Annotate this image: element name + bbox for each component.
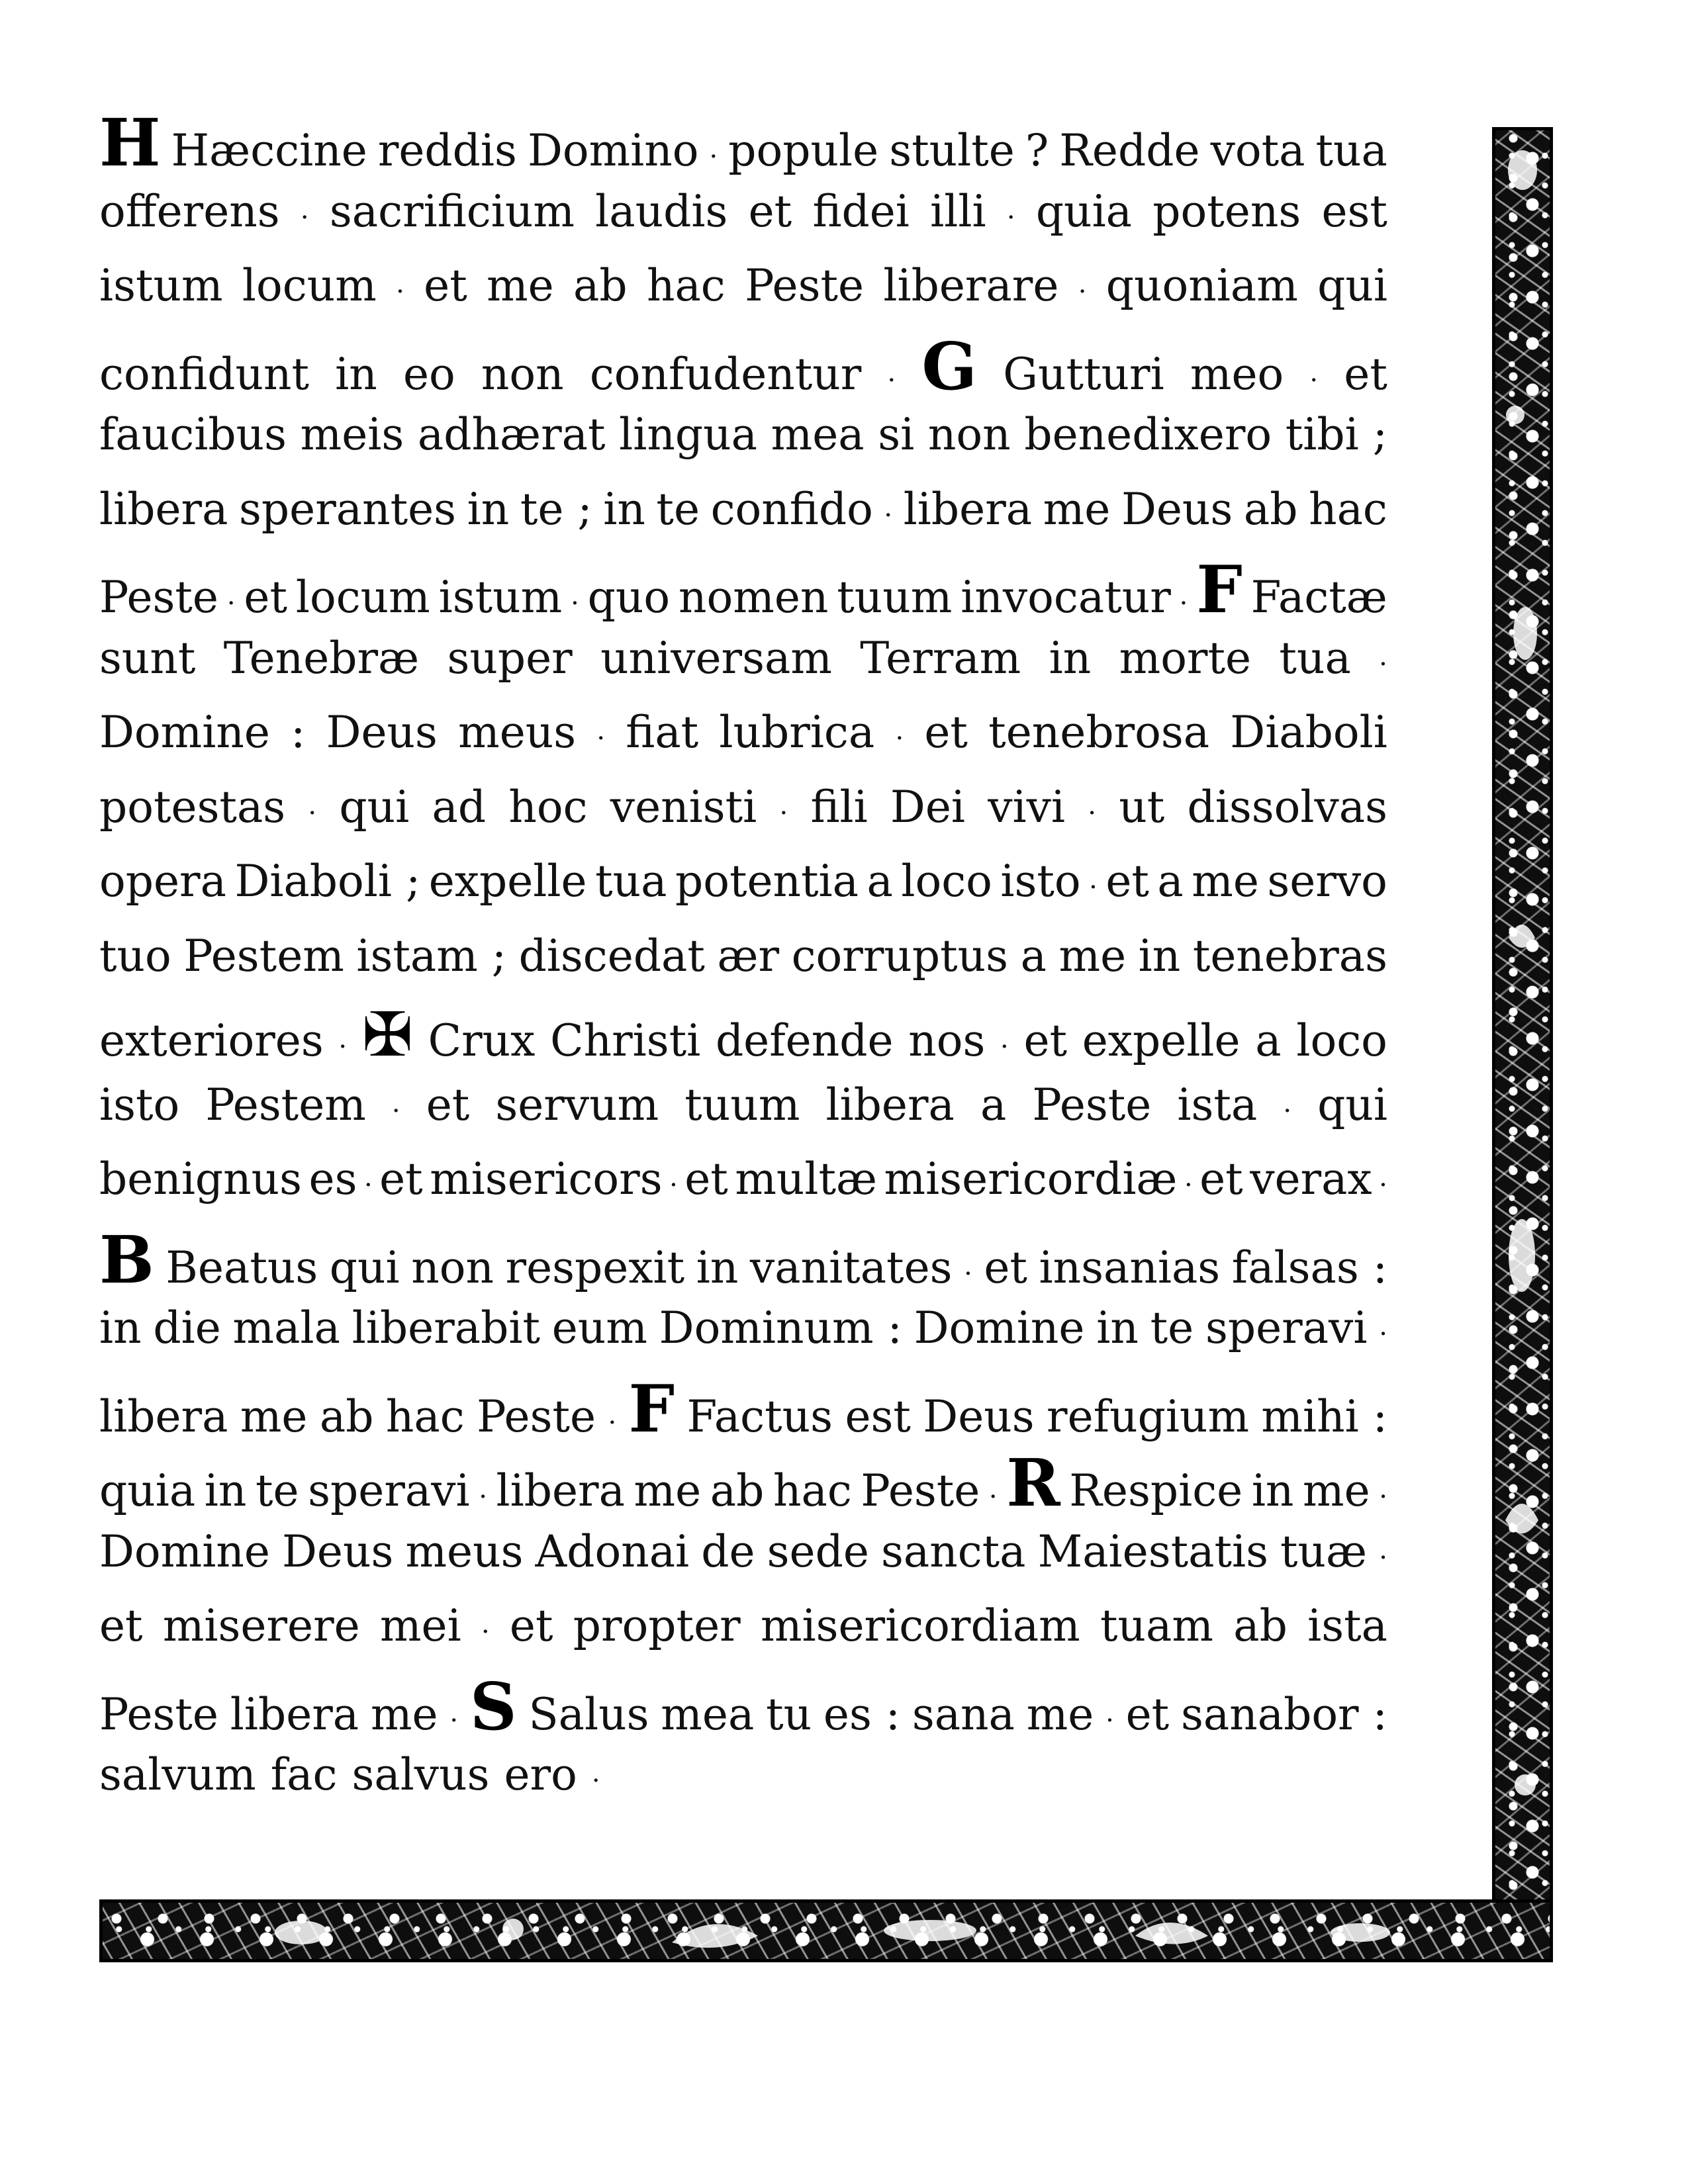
word: benedixero — [1024, 409, 1272, 460]
decorated-initial: R — [1006, 1445, 1060, 1522]
word: opera — [99, 856, 226, 907]
word: te — [256, 1465, 299, 1516]
separator-dot: · — [988, 1482, 998, 1512]
word: Crux — [428, 1015, 536, 1066]
word: quoniam — [1105, 260, 1298, 311]
word: in — [467, 483, 510, 535]
vine-animals-motif — [1495, 130, 1550, 1952]
word: meis — [300, 409, 404, 460]
word: mala — [232, 1302, 340, 1353]
word: misericordiam — [760, 1600, 1080, 1651]
word: confidunt — [99, 348, 310, 400]
word: meo — [1190, 348, 1284, 400]
word: Domino — [527, 125, 699, 176]
word: me — [1043, 483, 1111, 535]
word: popule — [728, 125, 879, 176]
word: eo — [402, 348, 455, 400]
separator-dot: · — [887, 365, 896, 396]
separator-dot: · — [709, 142, 718, 172]
word: sede — [767, 1525, 869, 1577]
word: ab — [319, 1390, 374, 1442]
word: adhærat — [417, 409, 606, 460]
cross-icon: ✠ — [361, 999, 413, 1070]
separator-dot: · — [363, 1170, 373, 1201]
word: et — [684, 1154, 728, 1205]
word: vanitates — [749, 1242, 953, 1293]
word: Peste — [861, 1465, 980, 1516]
word: : — [291, 707, 306, 758]
word: laudis — [595, 185, 728, 237]
word: dissolvas — [1187, 781, 1387, 833]
word: Factæ — [1250, 572, 1387, 623]
word: me — [1058, 930, 1127, 981]
word: loco — [1296, 1015, 1387, 1066]
word: isto — [99, 1079, 180, 1130]
word: a — [1020, 930, 1047, 981]
text-line — [99, 931, 1387, 1005]
word: fidei — [812, 185, 910, 237]
word: servum — [495, 1079, 659, 1130]
word: ero — [504, 1749, 577, 1800]
word: a — [1255, 1015, 1282, 1066]
word: Respice — [1069, 1465, 1243, 1516]
word: propter — [573, 1600, 741, 1651]
word: hoc — [508, 781, 588, 833]
word: illi — [930, 185, 986, 237]
word: speravi — [308, 1465, 470, 1516]
text-line — [99, 1371, 1387, 1452]
word: et — [1105, 856, 1149, 907]
word: tua — [595, 856, 667, 907]
word: et — [424, 260, 467, 311]
word: qui — [329, 1242, 400, 1293]
word: libera — [903, 483, 1033, 535]
word: hac — [385, 1390, 465, 1442]
word: potestas — [99, 781, 286, 833]
separator-dot: · — [1184, 1170, 1193, 1201]
word: hac — [646, 260, 726, 311]
word: Tenebræ — [223, 632, 420, 684]
word: tuo — [99, 930, 171, 981]
decorated-initial: S — [469, 1668, 517, 1745]
word: Beatus — [165, 1242, 318, 1293]
word: et — [748, 185, 792, 237]
separator-dot: · — [1006, 202, 1015, 233]
word: tua — [1315, 125, 1387, 176]
text-line — [99, 707, 1387, 782]
word: Peste — [477, 1390, 596, 1442]
text-line — [99, 328, 1387, 410]
word: Hæccine — [171, 125, 367, 176]
word: istam ; — [356, 930, 507, 981]
word: sancta — [880, 1525, 1026, 1577]
word: Adonai — [535, 1525, 690, 1577]
separator-dot: · — [779, 797, 788, 829]
text-line — [99, 105, 1387, 186]
word: liberare — [883, 260, 1059, 311]
word: exteriores — [99, 1015, 324, 1066]
word: sunt — [99, 632, 196, 684]
word: in — [696, 1242, 739, 1293]
word: tua — [1279, 632, 1351, 684]
word: me — [487, 260, 554, 311]
text-line — [99, 633, 1387, 707]
separator-dot: · — [391, 1095, 400, 1126]
word: ut — [1119, 781, 1165, 833]
separator-dot: · — [669, 1170, 678, 1201]
word: quia — [1035, 185, 1133, 237]
word: confido — [710, 483, 873, 535]
separator-dot: · — [449, 1705, 459, 1736]
separator-dot: · — [884, 500, 893, 531]
word: me — [1192, 856, 1259, 907]
word: miserere — [162, 1600, 360, 1651]
separator-dot: · — [1379, 1170, 1387, 1201]
word: nomen — [679, 572, 829, 623]
word: reddis — [377, 125, 517, 176]
word: non — [411, 1242, 494, 1293]
word: tuam — [1100, 1600, 1213, 1651]
word: falsas : — [1231, 1242, 1387, 1293]
word: ær — [717, 930, 780, 981]
word: in — [1049, 632, 1092, 684]
word: fili — [810, 781, 868, 833]
word: offerens — [99, 185, 280, 237]
word: nos — [908, 1015, 986, 1066]
word: quia — [99, 1465, 196, 1516]
word: hac — [1309, 483, 1387, 535]
word: a — [980, 1079, 1007, 1130]
word: Redde — [1059, 125, 1200, 176]
text-line — [99, 1079, 1387, 1154]
word: libera — [496, 1465, 625, 1516]
word: tibi ; — [1285, 409, 1387, 460]
text-line — [99, 1302, 1387, 1377]
ornamental-border-bottom — [99, 1899, 1553, 1962]
separator-dot: · — [308, 797, 317, 829]
word: tenebrosa — [988, 707, 1210, 758]
word: libera — [99, 483, 228, 535]
word: discedat — [518, 930, 705, 981]
vine-animals-motif — [103, 1903, 1550, 1959]
word: potens — [1152, 185, 1301, 237]
word: me — [1303, 1465, 1370, 1516]
word: Deus — [282, 1525, 394, 1577]
word: tu — [766, 1688, 812, 1740]
separator-dot: · — [300, 202, 309, 233]
word: lubrica — [719, 707, 875, 758]
text-line — [99, 1445, 1387, 1526]
word: tenebras — [1192, 930, 1387, 981]
text-line — [99, 186, 1387, 261]
word: lingua — [619, 409, 757, 460]
word: me — [1026, 1688, 1094, 1740]
word: Salus — [528, 1688, 649, 1740]
word: et — [1023, 1015, 1068, 1066]
word: est — [845, 1390, 911, 1442]
word: a — [1157, 856, 1184, 907]
word: ab — [1243, 483, 1298, 535]
word: sanabor : — [1181, 1688, 1387, 1740]
word: salvus — [352, 1749, 490, 1800]
word: corruptus — [791, 930, 1009, 981]
word: et — [379, 1154, 423, 1205]
word: ad — [432, 781, 487, 833]
decorated-initial: H — [99, 105, 161, 181]
word: vivi — [988, 781, 1066, 833]
word: universam — [600, 632, 832, 684]
separator-dot: · — [1379, 649, 1387, 680]
separator-dot: · — [1309, 365, 1319, 396]
word: istum — [99, 260, 223, 311]
word: et — [426, 1079, 470, 1130]
word: non — [481, 348, 564, 400]
word: invocatur — [961, 572, 1171, 623]
word: in — [204, 1465, 247, 1516]
word: mea — [771, 409, 865, 460]
word: potentia — [675, 856, 859, 907]
word: est — [1321, 185, 1387, 237]
separator-dot: · — [1078, 277, 1087, 307]
word: si — [878, 409, 915, 460]
separator-dot: · — [1179, 588, 1188, 619]
word: Pestem — [183, 930, 344, 981]
word: fiat — [626, 707, 699, 758]
word: sacrificium — [329, 185, 575, 237]
word: ista — [1177, 1079, 1258, 1130]
word: et — [244, 572, 287, 623]
text-line — [99, 1154, 1387, 1228]
word: locum — [295, 572, 430, 623]
word: Terram — [860, 632, 1021, 684]
word: isto — [1000, 856, 1081, 907]
word: te — [656, 483, 700, 535]
latin-prayer-text — [99, 105, 1387, 1824]
word: mihi : — [1261, 1390, 1387, 1442]
separator-dot: · — [226, 588, 236, 619]
word: et — [509, 1600, 553, 1651]
word: libera — [825, 1079, 955, 1130]
word: Deus — [326, 707, 438, 758]
separator-dot: · — [591, 1766, 600, 1796]
text-line — [99, 1668, 1387, 1750]
separator-dot: · — [895, 723, 904, 754]
word: hac — [773, 1465, 852, 1516]
word: Dei — [890, 781, 966, 833]
word: me — [633, 1465, 702, 1516]
word: Gutturi — [1003, 348, 1164, 400]
text-line — [99, 1600, 1387, 1675]
word: et — [984, 1242, 1027, 1293]
word: stulte — [889, 125, 1015, 176]
text-line — [99, 552, 1387, 633]
decorated-initial: F — [1196, 552, 1243, 628]
word: mei — [379, 1600, 461, 1651]
word: in — [1096, 1302, 1139, 1353]
separator-dot: · — [1000, 1032, 1009, 1062]
word: Christi — [550, 1015, 701, 1066]
word: te ; — [520, 483, 592, 535]
separator-dot: · — [964, 1258, 972, 1289]
word: ista — [1307, 1600, 1387, 1651]
word: in — [603, 483, 645, 535]
word: Domine — [99, 1525, 270, 1577]
word: Diaboli — [1230, 707, 1387, 758]
separator-dot: · — [1089, 872, 1098, 903]
word: istum — [438, 572, 563, 623]
word: libera — [99, 1390, 228, 1442]
word: tuum — [684, 1079, 800, 1130]
word: Peste — [99, 1688, 218, 1740]
word: misericordiæ — [884, 1154, 1178, 1205]
word: salvum — [99, 1749, 256, 1800]
word: ab — [573, 260, 628, 311]
separator-dot: · — [338, 1032, 348, 1062]
word: Maiestatis — [1037, 1525, 1268, 1577]
word: et — [1199, 1154, 1243, 1205]
word: me — [240, 1390, 308, 1442]
word: meus — [458, 707, 577, 758]
word: qui — [1317, 260, 1387, 311]
word: faucibus — [99, 409, 287, 460]
word: quo — [587, 572, 671, 623]
text-line — [99, 782, 1387, 856]
word: speravi — [1205, 1302, 1368, 1353]
separator-dot: · — [1379, 1319, 1387, 1349]
ornamental-border-right — [1492, 127, 1553, 1956]
word: sana — [912, 1688, 1015, 1740]
word: es — [308, 1154, 357, 1205]
text-line — [99, 484, 1387, 559]
word: in — [335, 348, 377, 400]
word: defende — [715, 1015, 894, 1066]
word: non — [927, 409, 1011, 460]
word: servo — [1267, 856, 1387, 907]
word: misericors — [430, 1154, 663, 1205]
separator-dot: · — [481, 1617, 490, 1647]
text-line — [99, 1526, 1387, 1601]
word: fac — [270, 1749, 338, 1800]
word: Deus — [1121, 483, 1233, 535]
decorated-initial: B — [99, 1222, 154, 1298]
word: qui — [339, 781, 410, 833]
separator-dot: · — [1379, 1542, 1387, 1573]
text-line — [99, 856, 1387, 931]
text-line — [99, 999, 1387, 1079]
word: in — [1251, 1465, 1294, 1516]
text-line — [99, 409, 1387, 484]
decorated-initial: F — [628, 1371, 675, 1447]
separator-dot: · — [596, 723, 606, 754]
word: insanias — [1039, 1242, 1221, 1293]
text-line — [99, 260, 1387, 335]
separator-dot: · — [1379, 1482, 1387, 1512]
word: vota — [1210, 125, 1305, 176]
word: in — [99, 1302, 142, 1353]
word: expelle — [1082, 1015, 1241, 1066]
word: morte — [1119, 632, 1252, 684]
word: Factus — [686, 1390, 833, 1442]
word: Peste — [99, 572, 218, 623]
word: refugium — [1047, 1390, 1250, 1442]
word: die — [153, 1302, 221, 1353]
word: de — [701, 1525, 755, 1577]
word: meus — [405, 1525, 524, 1577]
word: expelle — [428, 856, 587, 907]
word: liberabit — [352, 1302, 540, 1353]
word: et — [1344, 348, 1387, 400]
word: Diaboli ; — [234, 856, 421, 907]
word: tuæ — [1280, 1525, 1368, 1577]
word: eum — [551, 1302, 647, 1353]
word: confudentur — [589, 348, 862, 400]
word: Peste — [745, 260, 865, 311]
separator-dot: · — [1283, 1095, 1292, 1126]
word: te — [1150, 1302, 1194, 1353]
separator-dot: · — [396, 277, 404, 307]
text-line — [99, 1222, 1387, 1303]
word: tuum — [837, 572, 953, 623]
word: et — [924, 707, 968, 758]
word: Dominum : — [659, 1302, 902, 1353]
separator-dot: · — [1105, 1705, 1114, 1736]
word: ? — [1025, 125, 1049, 176]
word: verax — [1250, 1154, 1372, 1205]
word: Deus — [923, 1390, 1035, 1442]
text-line — [99, 1749, 1387, 1824]
separator-dot: · — [479, 1482, 487, 1512]
word: in — [1138, 930, 1181, 981]
word: et — [99, 1600, 143, 1651]
word: sperantes — [239, 483, 457, 535]
word: me — [370, 1688, 438, 1740]
word: libera — [230, 1688, 359, 1740]
word: ab — [710, 1465, 765, 1516]
decorated-initial: G — [921, 328, 978, 405]
word: benignus — [99, 1154, 303, 1205]
word: es : — [823, 1688, 901, 1740]
word: Domine — [99, 707, 270, 758]
word: mea — [661, 1688, 755, 1740]
word: venisti — [610, 781, 757, 833]
word: qui — [1317, 1079, 1387, 1130]
separator-dot: · — [571, 588, 579, 619]
word: loco — [901, 856, 992, 907]
word: ab — [1233, 1600, 1288, 1651]
word: Domine — [914, 1302, 1085, 1353]
word: super — [447, 632, 573, 684]
word: locum — [242, 260, 377, 311]
word: a — [867, 856, 893, 907]
separator-dot: · — [1088, 797, 1096, 829]
word: multæ — [735, 1154, 878, 1205]
word: Pestem — [205, 1079, 366, 1130]
separator-dot: · — [608, 1407, 617, 1438]
word: et — [1125, 1688, 1170, 1740]
word: Peste — [1032, 1079, 1152, 1130]
word: respexit — [505, 1242, 685, 1293]
